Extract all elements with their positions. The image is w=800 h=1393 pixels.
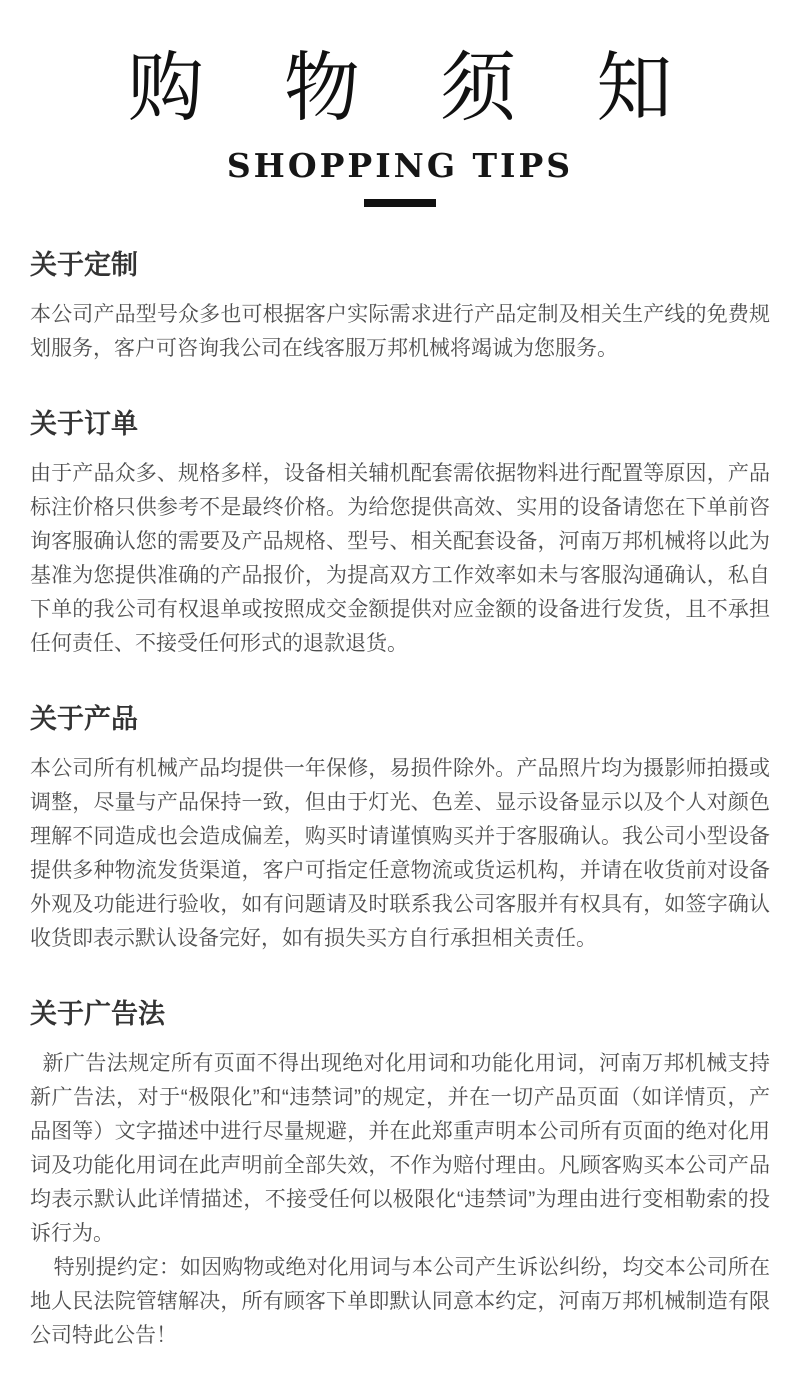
section-heading-products: 关于产品 [30, 704, 138, 734]
section-ad-law [30, 996, 770, 1353]
page-title: 购 物 须 知 [127, 43, 701, 132]
section-heading-ad-law: 关于广告法 [30, 999, 165, 1029]
section-heading-customization: 关于定制 [30, 250, 138, 280]
section-paragraph-ad-law: 新广告法规定所有页面不得出现绝对化用词和功能化用词，河南万邦机械支持新广告法，对于“极限化”和“违禁词”的规定，并在一切产品页面（如详情页，产品图等）文字描述中进行尽量规避，并在此郑重声明本公司所有页面的绝对化用词及功能化用词在此声明前全部失效，不作为赔付理由。凡顾客购买本公司产品均表示默认此详情描述，不接受任何以极限化“违禁词”为理由进行变相勒索的投诉行为。 [30, 1052, 771, 1245]
section-paragraph-orders: 由于产品众多、规格多样，设备相关辅机配套需依据物料进行配置等原因，产品标注价格只供参考不是最终价格。为给您提供高效、实用的设备请您在下单前咨询客服确认您的需要及产品规格、型号、相关配套设备，河南万邦机械将以此为基准为您提供准确的产品报价，为提高双方工作效率如未与客服沟通确认，私自下单的我公司有权退单或按照成交金额提供对应金额的设备进行发货，且不承担任何责任、不接受任何形式的退款退货。 [30, 462, 770, 655]
title-divider [364, 199, 436, 207]
section-paragraph-customization: 本公司产品型号众多也可根据客户实际需求进行产品定制及相关生产线的免费规划服务，客户可咨询我公司在线客服万邦机械将竭诚为您服务。 [30, 303, 770, 360]
page-subtitle: SHOPPING TIPS [226, 146, 574, 185]
section-products [30, 701, 770, 956]
section-paragraph-products: 本公司所有机械产品均提供一年保修，易损件除外。产品照片均为摄影师拍摄或调整，尽量与产品保持一致，但由于灯光、色差、显示设备显示以及个人对颜色理解不同造成也会造成偏差，购买时请谨慎购买并于客服确认。我公司小型设备提供多种物流发货渠道，客户可指定任意物流或货运机构，并请在收货前对设备外观及功能进行验收，如有问题请及时联系我公司客服并有权具有，如签字确认收货即表示默认设备完好，如有损失买方自行承担相关责任。 [30, 757, 770, 950]
section-customization [30, 247, 770, 366]
section-paragraph-ad-law-special: 特别提约定：如因购物或绝对化用词与本公司产生诉讼纠纷，均交本公司所在地人民法院管辖解决，所有顾客下单即默认同意本约定，河南万邦机械制造有限公司特此公告！ [30, 1256, 770, 1347]
page-header [30, 0, 770, 207]
section-heading-orders: 关于订单 [30, 409, 138, 439]
section-orders [30, 406, 770, 661]
